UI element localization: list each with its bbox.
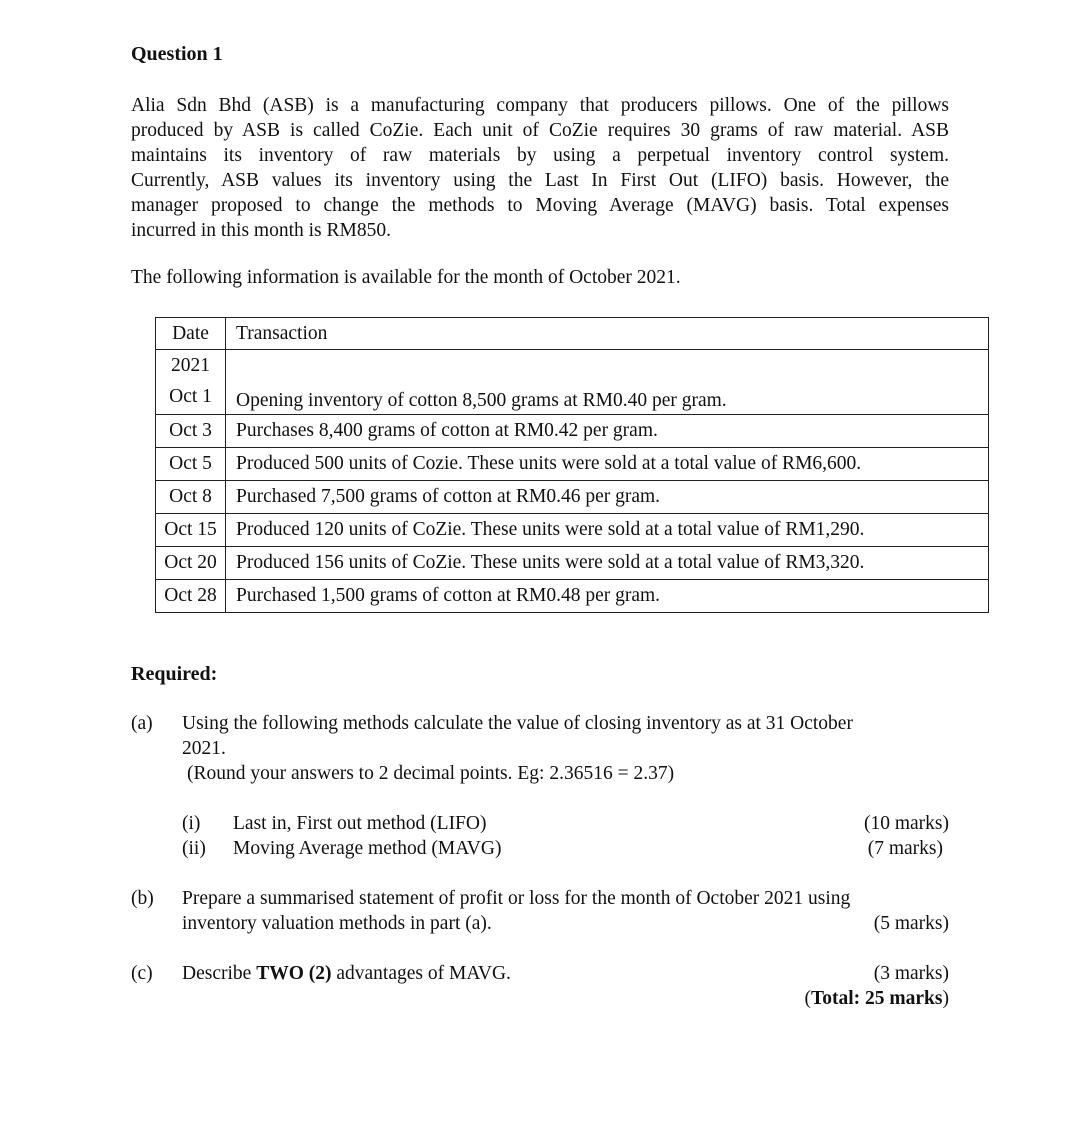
intro-line: incurred in this month is RM850. [131,220,391,241]
table-row [156,350,989,415]
total-bold: Total: 25 marks [811,988,943,1009]
table-row [156,580,989,613]
part-a-i-marks: (10 marks) [863,813,949,834]
date-cell: Oct 15 [156,514,226,547]
part-c-text [182,963,511,985]
intro-line: maintains its inventory of raw materials by using a perpetual inventory control system. [131,145,949,166]
date-cell: Oct 20 [156,547,226,580]
part-a-ii-text: Moving Average method (MAVG) [233,838,502,859]
date-cell: Oct 8 [156,481,226,514]
transaction-table [155,317,989,613]
total-open: ( [804,988,812,1009]
part-a-label: (a) [131,713,153,734]
transaction-cell: Purchased 1,500 grams of cotton at RM0.48 per gram. [226,580,989,613]
table-row [156,481,989,514]
date-cell: Oct 5 [156,448,226,481]
header-date: Date [156,318,226,350]
table-row [156,547,989,580]
year-label: 2021 [171,355,210,376]
part-c-marks: (3 marks) [873,963,949,984]
intro-line: manager proposed to change the methods to Moving Average (MAVG) basis. Total expenses [131,195,949,216]
part-c-text-pre: Describe [182,963,257,984]
part-a-ii-marks: (7 marks) [867,838,943,859]
part-b-marks: (5 marks) [873,913,949,934]
transaction-cell: Produced 500 units of Cozie. These units were sold at a total value of RM6,600. [226,448,989,481]
intro-paragraph [131,93,949,243]
table-row [156,514,989,547]
part-b-line1: Prepare a summarised statement of profit or loss for the month of October 2021 using [182,888,851,909]
part-c-text-post: advantages of MAVG. [331,963,511,984]
transaction-cell: Produced 156 units of CoZie. These units were sold at a total value of RM3,320. [226,547,989,580]
intro-line: Alia Sdn Bhd (ASB) is a manufacturing company that producers pillows. One of the pillows [131,95,949,116]
part-a-i-label: (i) [182,813,201,834]
part-a-note: (Round your answers to 2 decimal points. Eg: 2.36516 = 2.37) [187,763,675,784]
table-row [156,448,989,481]
date-label: Oct 1 [169,386,212,407]
transaction-cell: Purchased 7,500 grams of cotton at RM0.46 per gram. [226,481,989,514]
part-c-label: (c) [131,963,153,984]
date-cell: Oct 3 [156,415,226,448]
intro-line: produced by ASB is called CoZie. Each unit of CoZie requires 30 grams of raw material. ASB [131,120,949,141]
header-transaction: Transaction [226,318,989,350]
transaction-cell: Opening inventory of cotton 8,500 grams at RM0.40 per gram. [226,350,989,415]
required-heading: Required: [131,663,218,685]
table-header-row [156,318,989,350]
table-row [156,415,989,448]
question-title: Question 1 [131,43,223,65]
transaction-cell: Produced 120 units of CoZie. These units were sold at a total value of RM1,290. [226,514,989,547]
available-info-text: The following information is available for the month of October 2021. [131,267,681,288]
intro-line: Currently, ASB values its inventory using the Last In First Out (LIFO) basis. However, the [131,170,949,191]
date-cell: Oct 28 [156,580,226,613]
part-b-line2: inventory valuation methods in part (a). [182,913,492,934]
part-a-line1: Using the following methods calculate the value of closing inventory as at 31 October [182,713,853,734]
part-b-label: (b) [131,888,154,909]
date-cell [156,350,226,415]
transaction-cell: Purchases 8,400 grams of cotton at RM0.42 per gram. [226,415,989,448]
total-close: ) [942,988,949,1009]
part-a-i-text: Last in, First out method (LIFO) [233,813,487,834]
part-c-text-bold: TWO (2) [256,963,332,984]
part-a-line2: 2021. [182,738,226,759]
total-marks [805,988,949,1010]
part-a-ii-label: (ii) [182,838,206,859]
